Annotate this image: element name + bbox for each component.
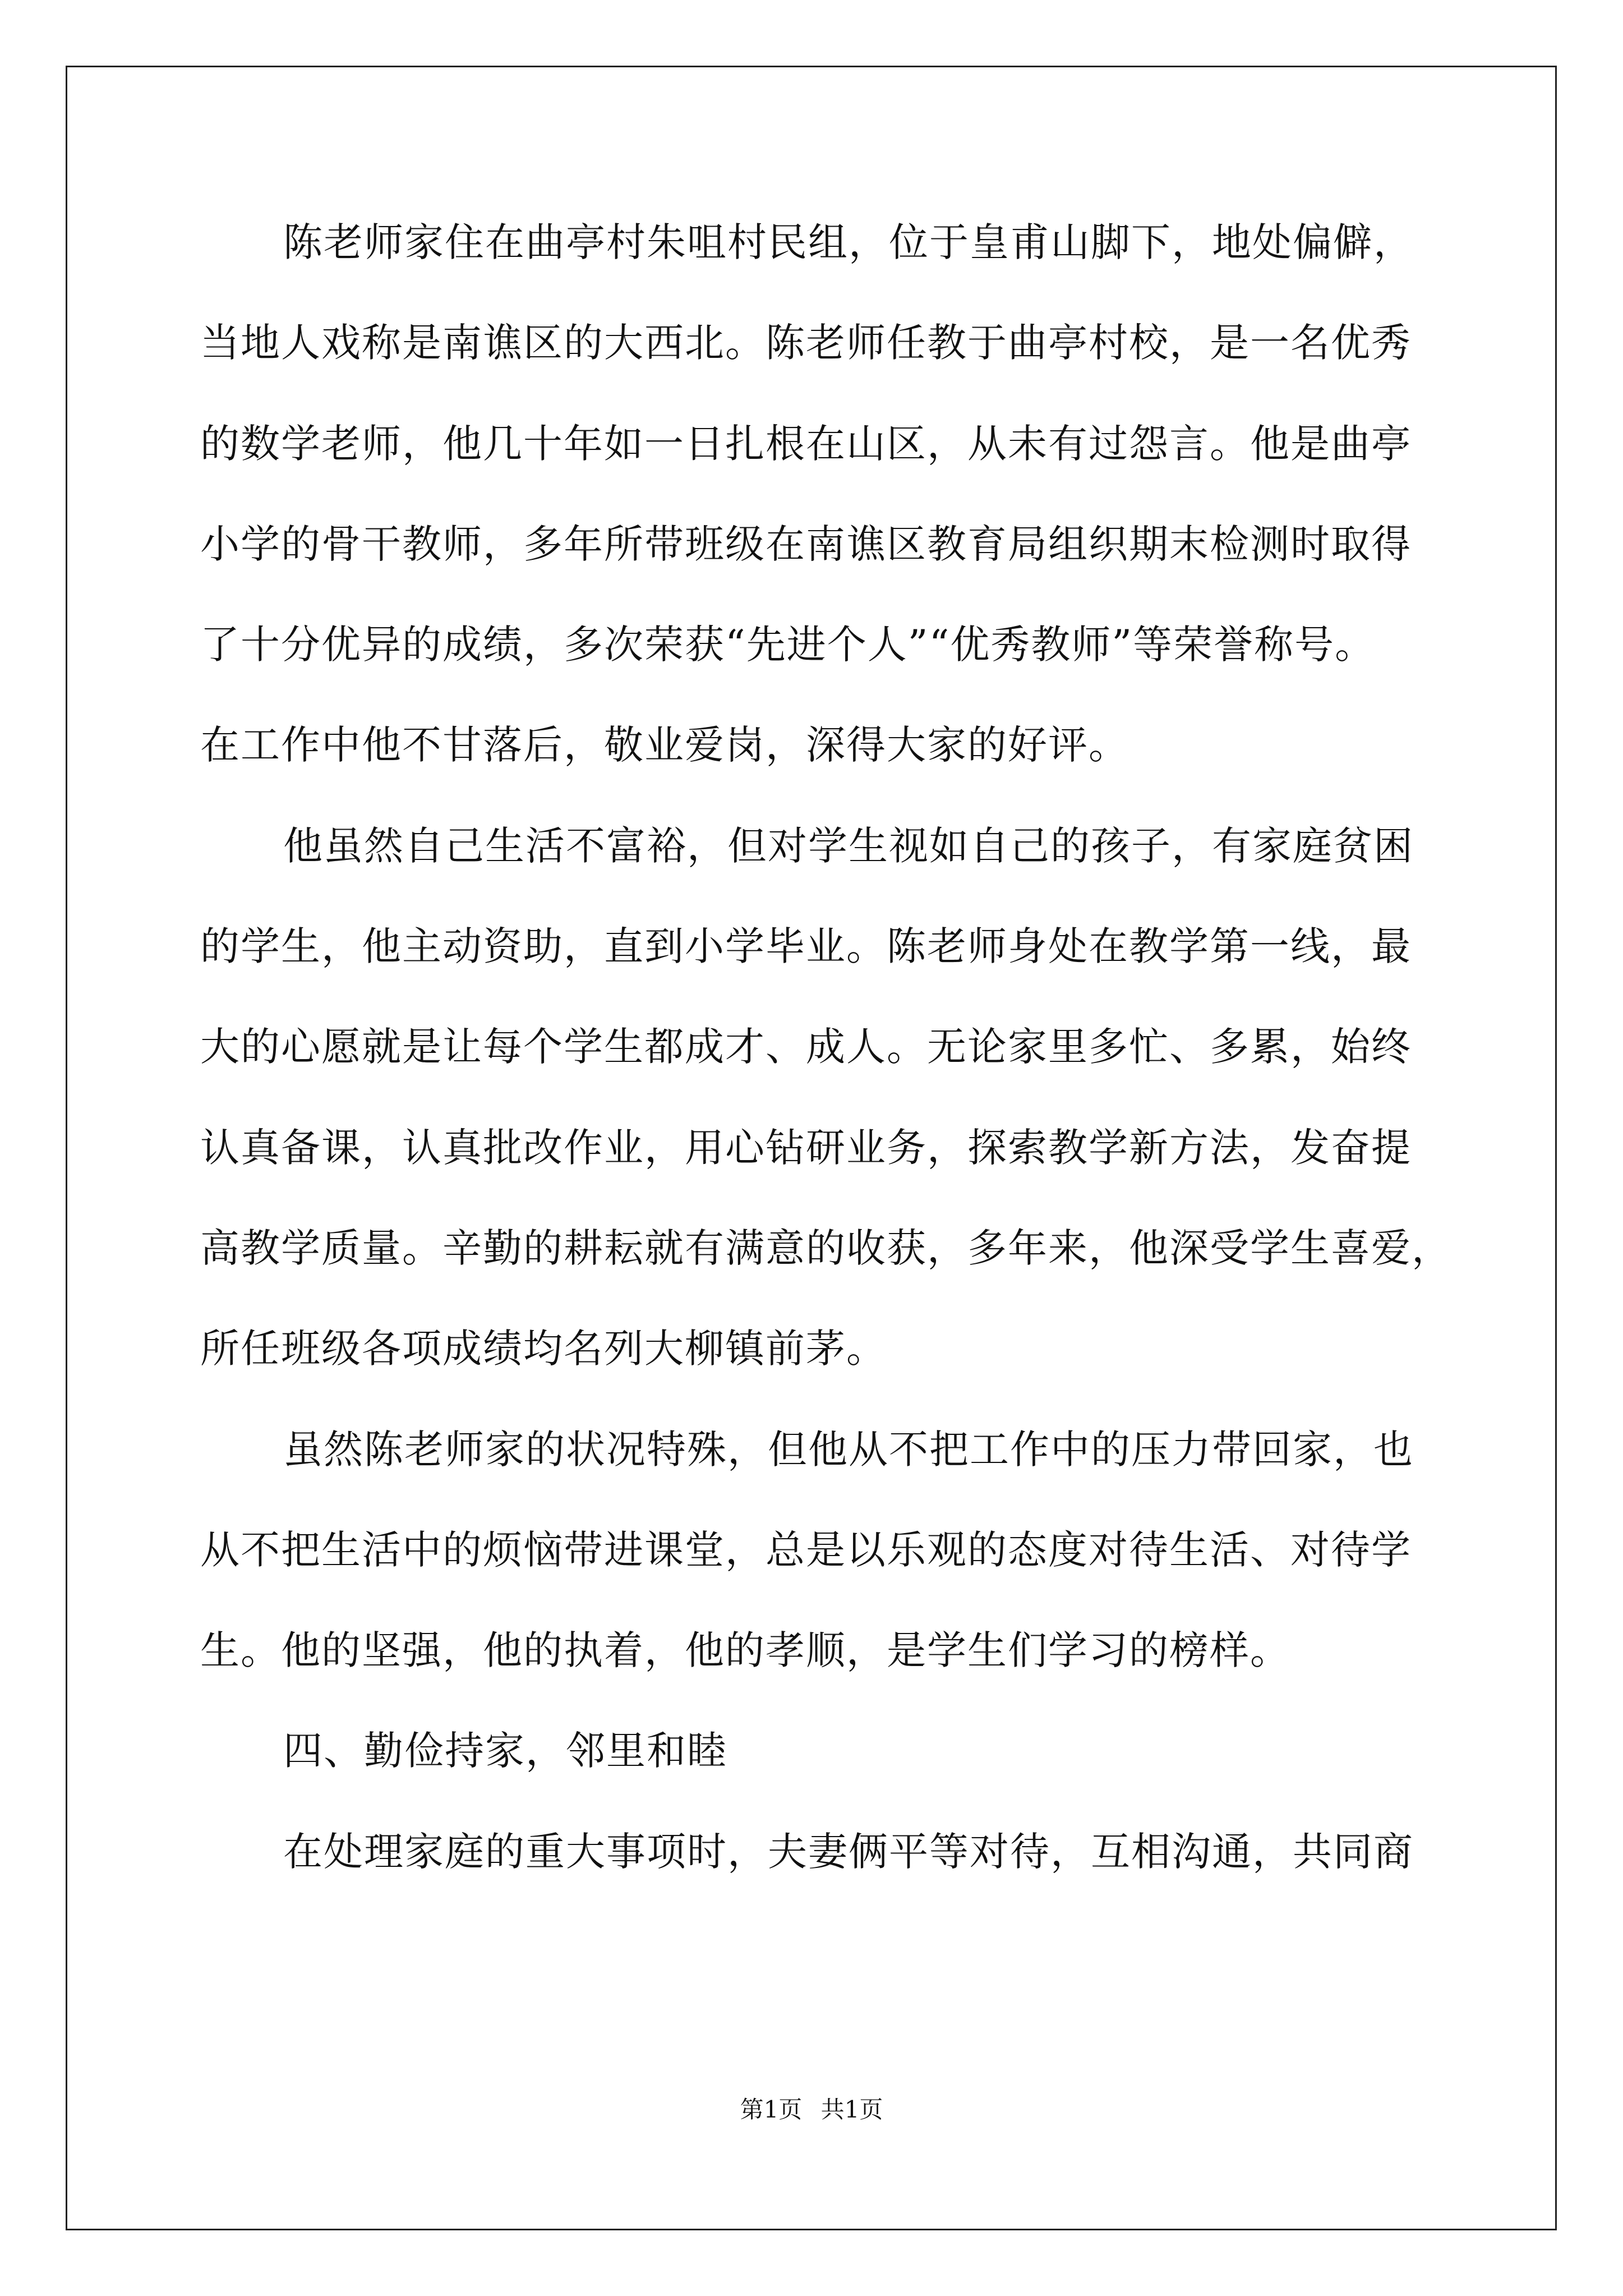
page-total: 共1页 [820,2096,883,2123]
text-line: 所任班级各项成绩均名列大柳镇前茅。 [200,1326,887,1372]
text-line: 了十分优异的成绩，多次荣获“先进个人”“优秀教师”等荣誉称号。 [200,622,1376,668]
text-line: 当地人戏称是南谯区的大西北。陈老师任教于曲亭村校，是一名优秀 [200,320,1412,366]
text-line: 的学生，他主动资助，直到小学毕业。陈老师身处在教学第一线，最 [200,923,1412,970]
text-line: 陈老师家住在曲亭村朱咀村民组，位于皇甫山脚下，地处偏僻， [283,219,1414,265]
text-line: 认真备课，认真批改作业，用心钻研业务，探索教学新方法，发奋提 [200,1124,1412,1171]
page-number: 第1页 [740,2096,803,2123]
text-line: 虽然陈老师家的状况特殊，但他从不把工作中的压力带回家，也 [283,1426,1414,1473]
text-line: 在处理家庭的重大事项时，夫妻俩平等对待，互相沟通，共同商 [283,1828,1414,1875]
section-heading: 四、勤俭持家，邻里和睦 [283,1728,727,1774]
text-line: 生。他的坚强，他的执着，他的孝顺，是学生们学习的榜样。 [200,1627,1290,1674]
text-line: 小学的骨干教师，多年所带班级在南谯区教育局组织期末检测时取得 [200,521,1412,567]
text-line: 高教学质量。辛勤的耕耘就有满意的收获，多年来，他深受学生喜爱， [200,1225,1452,1271]
text-line: 大的心愿就是让每个学生都成才、成人。无论家里多忙、多累，始终 [200,1024,1412,1070]
text-line: 从不把生活中的烦恼带进课堂，总是以乐观的态度对待生活、对待学 [200,1526,1412,1573]
text-line: 他虽然自己生活不富裕，但对学生视如自己的孩子，有家庭贫困 [283,822,1414,869]
text-line: 在工作中他不甘落后，敬业爱岗，深得大家的好评。 [200,722,1129,769]
text-line: 的数学老师，他几十年如一日扎根在山区，从未有过怨言。他是曲亭 [200,420,1412,467]
document-body [200,209,1452,1918]
page-footer [0,2091,1623,2125]
